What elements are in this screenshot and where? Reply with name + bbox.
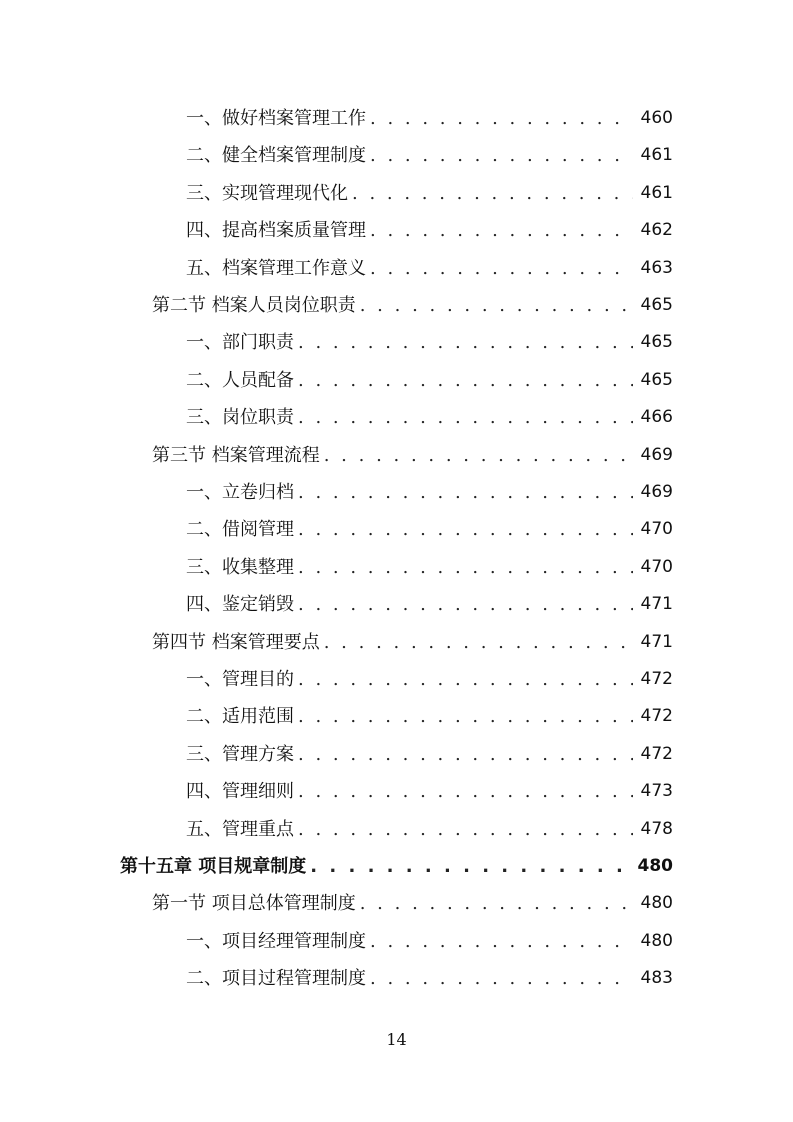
toc-entry-page: 473 (640, 781, 673, 802)
toc-entry[interactable] (0, 511, 793, 548)
toc-entry-title: 二、项目过程管理制度 (186, 968, 366, 990)
toc-entry-line (186, 960, 633, 997)
toc-entry-page: 471 (640, 631, 673, 652)
toc-entry-title: 二、人员配备 (186, 369, 294, 391)
toc-dot-leader (294, 773, 633, 810)
toc-entry[interactable] (0, 624, 793, 661)
toc-entry-line (186, 923, 633, 960)
toc-dot-leader (294, 698, 633, 735)
toc-entry-title: 一、项目经理管理制度 (186, 930, 366, 952)
toc-dot-leader (366, 212, 633, 249)
toc-entry-line (186, 773, 633, 810)
toc-entry[interactable] (0, 885, 793, 922)
toc-entry-line (186, 736, 633, 773)
toc-entry-line (186, 362, 633, 399)
toc-entry-title: 第二节 档案人员岗位职责 (152, 295, 356, 316)
toc-entry-page: 472 (640, 669, 673, 689)
toc-entry[interactable] (0, 549, 793, 586)
toc-entry-line (152, 437, 633, 474)
toc-dot-leader (294, 324, 633, 361)
toc-entry-title: 一、管理目的 (186, 669, 294, 690)
toc-entry-line (186, 324, 633, 361)
toc-entry-page: 471 (640, 594, 673, 615)
toc-dot-leader (356, 885, 633, 922)
toc-dot-leader (294, 549, 633, 586)
toc-entry-page: 483 (640, 968, 673, 989)
toc-dot-leader (294, 736, 633, 773)
toc-entry-line (152, 287, 633, 324)
toc-dot-leader (306, 848, 633, 885)
toc-entry-page: 470 (640, 519, 673, 540)
toc-entry-line (186, 100, 633, 137)
toc-entry-title: 三、管理方案 (186, 743, 294, 765)
toc-entry-title: 五、档案管理工作意义 (186, 257, 366, 279)
toc-entry[interactable] (0, 736, 793, 773)
toc-entry-title: 二、适用范围 (186, 706, 294, 728)
toc-entry-page: 469 (640, 444, 673, 465)
toc-entry-line (186, 137, 633, 174)
toc-dot-leader (294, 586, 633, 623)
toc-entry-title: 三、岗位职责 (186, 407, 294, 429)
toc-entry-title: 第三节 档案管理流程 (152, 444, 320, 466)
toc-entry[interactable] (0, 212, 793, 249)
toc-entry-page: 472 (640, 706, 673, 727)
toc-entry-line (186, 549, 633, 586)
toc-dot-leader (294, 811, 633, 848)
toc-dot-leader (294, 474, 633, 511)
toc-entry-page: 465 (640, 332, 673, 353)
toc-entry-page: 465 (640, 295, 673, 315)
toc-dot-leader (294, 511, 633, 548)
toc-entry-title: 四、管理细则 (186, 781, 294, 803)
toc-dot-leader (366, 923, 633, 960)
toc-entry[interactable] (0, 250, 793, 287)
toc-entry-page: 480 (637, 856, 673, 876)
toc-entry[interactable] (0, 137, 793, 174)
toc-entry[interactable] (0, 399, 793, 436)
toc-entry-page: 461 (640, 182, 673, 203)
toc-dot-leader (366, 100, 633, 137)
toc-entry-title: 第四节 档案管理要点 (152, 631, 320, 653)
toc-entry-line (120, 848, 633, 885)
toc-entry-title: 第十五章 项目规章制度 (120, 856, 307, 877)
toc-entry-title: 一、立卷归档 (186, 482, 294, 503)
toc-entry-title: 五、管理重点 (186, 818, 294, 840)
toc-entry-title: 二、借阅管理 (186, 519, 294, 541)
toc-entry-line (186, 661, 633, 698)
toc-entry-title: 三、实现管理现代化 (186, 182, 348, 204)
toc-entry-page: 472 (640, 743, 673, 764)
toc-entry[interactable] (0, 811, 793, 848)
toc-entry[interactable] (0, 586, 793, 623)
toc-dot-leader (348, 175, 633, 212)
toc-entry[interactable] (0, 848, 793, 885)
toc-entry[interactable] (0, 362, 793, 399)
toc-entry[interactable] (0, 474, 793, 511)
toc-entry-page: 460 (640, 108, 673, 128)
toc-entry[interactable] (0, 437, 793, 474)
toc-entry-line (186, 212, 633, 249)
toc-dot-leader (356, 287, 633, 324)
toc-dot-leader (320, 624, 633, 661)
toc-entry-page: 461 (640, 145, 673, 166)
toc-entry-page: 480 (640, 930, 673, 951)
toc-entry-page: 465 (640, 369, 673, 390)
toc-entry-page: 463 (640, 257, 673, 278)
toc-entry-line (186, 474, 633, 511)
toc-entry-page: 480 (640, 893, 673, 914)
toc-entry[interactable] (0, 287, 793, 324)
toc-dot-leader (294, 399, 633, 436)
toc-entry-title: 三、收集整理 (186, 556, 294, 578)
toc-entry-line (186, 399, 633, 436)
toc-entry[interactable] (0, 960, 793, 997)
toc-dot-leader (366, 960, 633, 997)
toc-entry-title: 四、提高档案质量管理 (186, 220, 366, 242)
toc-dot-leader (320, 437, 633, 474)
toc-entry-line (186, 511, 633, 548)
toc-entry-title: 二、健全档案管理制度 (186, 145, 366, 167)
toc-entry[interactable] (0, 661, 793, 698)
toc-dot-leader (366, 137, 633, 174)
toc-entry-page: 478 (640, 818, 673, 839)
toc-entry-title: 四、鉴定销毁 (186, 594, 294, 616)
toc-entry-line (186, 250, 633, 287)
toc-entry[interactable] (0, 324, 793, 361)
toc-entry-page: 462 (640, 220, 673, 241)
toc-entry-title: 一、做好档案管理工作 (186, 108, 366, 129)
toc-dot-leader (294, 661, 633, 698)
toc-entry[interactable] (0, 175, 793, 212)
toc-entry-page: 466 (640, 407, 673, 428)
toc-entry-page: 469 (640, 482, 673, 502)
toc-entry-line (186, 698, 633, 735)
toc-entry[interactable] (0, 773, 793, 810)
page-number: 14 (386, 1030, 407, 1049)
toc-entry-line (152, 885, 633, 922)
toc-entry[interactable] (0, 100, 793, 137)
toc-entry-title: 第一节 项目总体管理制度 (152, 893, 356, 915)
toc-entry-line (152, 624, 633, 661)
toc-entry-title: 一、部门职责 (186, 332, 294, 354)
toc-entry-line (186, 586, 633, 623)
toc-entry[interactable] (0, 698, 793, 735)
toc-entry-page: 470 (640, 556, 673, 577)
toc-dot-leader (366, 250, 633, 287)
toc-entry[interactable] (0, 923, 793, 960)
toc-entry-line (186, 811, 633, 848)
toc-entry-line (186, 175, 633, 212)
toc-dot-leader (294, 362, 633, 399)
